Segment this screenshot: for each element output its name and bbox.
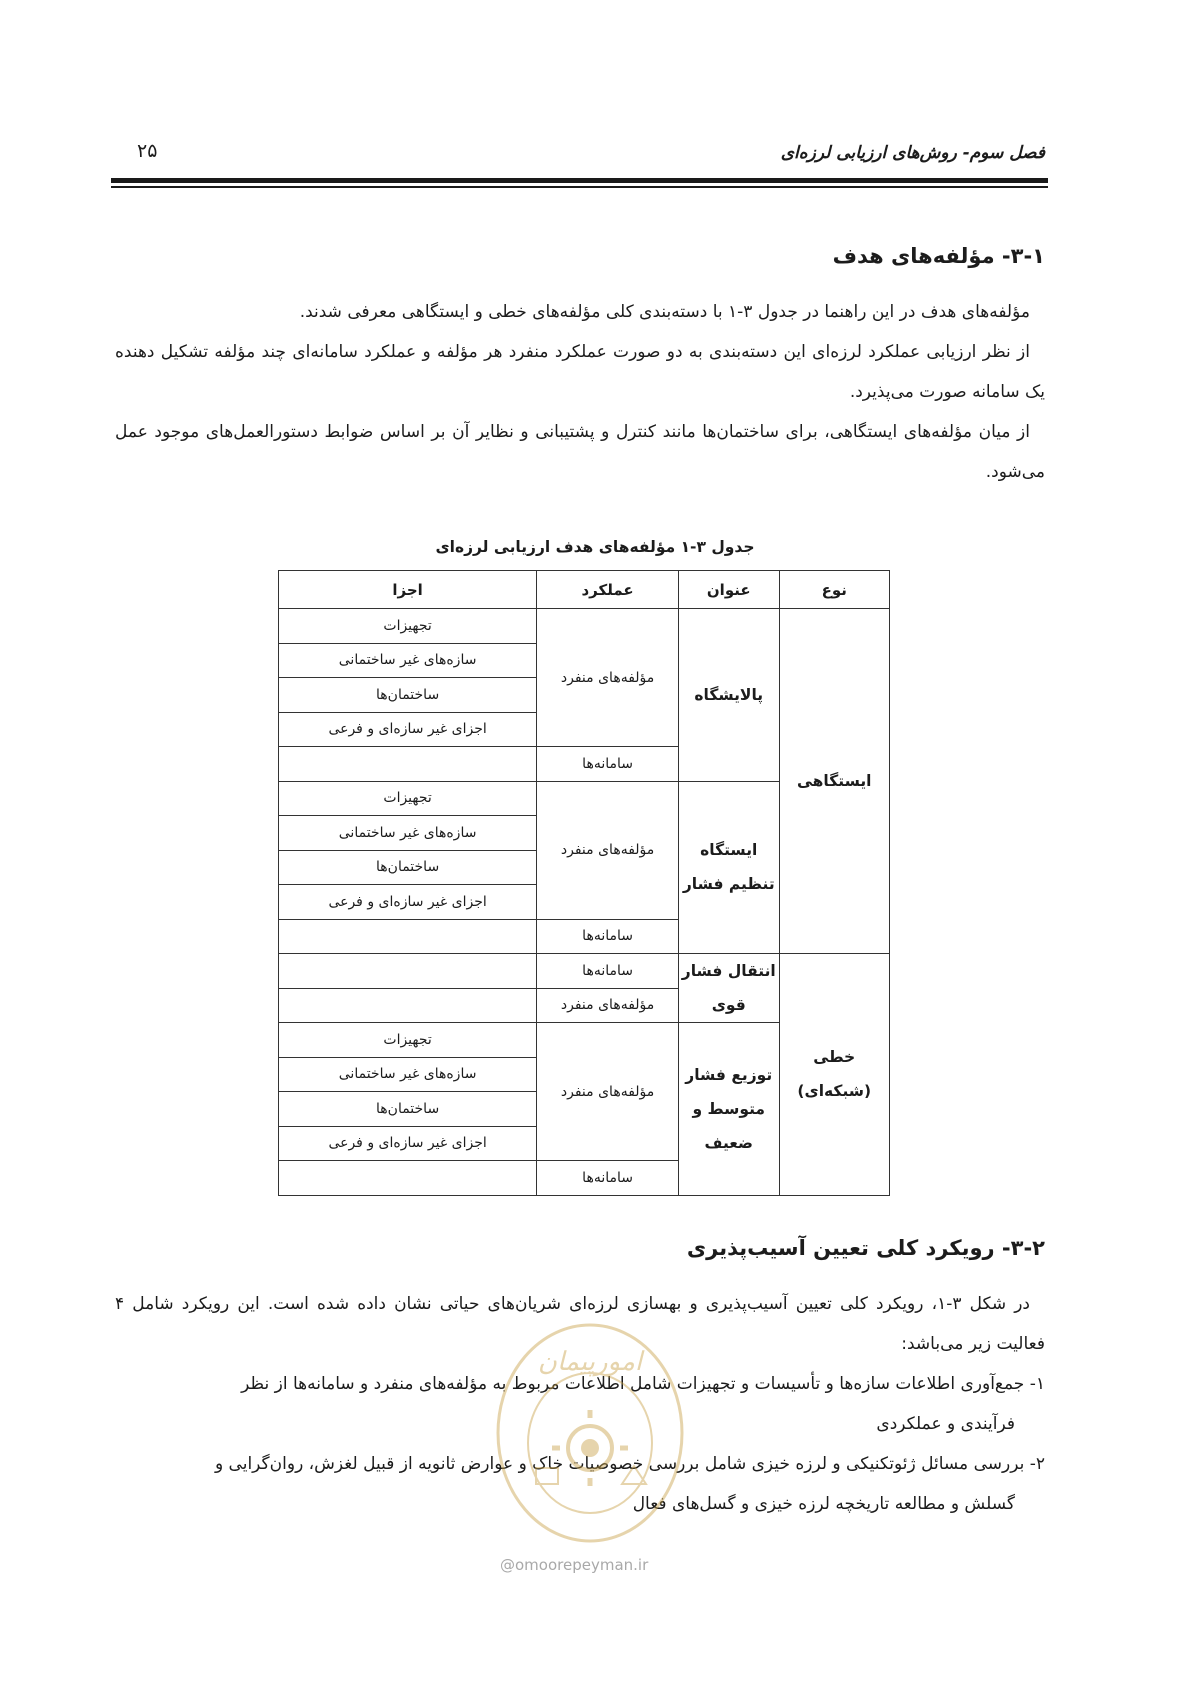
component-nonstructural: اجزای غیر سازه‌ای و فرعی <box>279 712 537 747</box>
header-rule-thick <box>111 178 1048 183</box>
component-non-building-structures: سازه‌های غیر ساختمانی <box>279 1057 537 1092</box>
section-heading-target-components: ۳-۱- مؤلفه‌های هدف <box>832 244 1045 268</box>
header-title: عنوان <box>678 571 779 609</box>
component-empty <box>279 747 537 782</box>
list-item-1-text-line2: فرآیندی و عملکردی <box>876 1414 1015 1434</box>
title-transmission-line2: قوی <box>711 996 746 1014</box>
function-systems: سامانه‌ها <box>537 1161 679 1196</box>
header-components: اجزا <box>279 571 537 609</box>
paragraph-2: از نظر ارزیابی عملکرد لرزه‌ای این دسته‌بندی به دو صورت عملکرد منفرد هر مؤلفه و عملکرد سامانه‌ای چند مؤلفه تشکیل دهنده یک سامانه صورت می‌پذیرد. <box>115 342 1045 402</box>
component-buildings: ساختمان‌ها <box>279 678 537 713</box>
list-item-1-text-line1: جمع‌آوری اطلاعات سازه‌ها و تأسیسات و تجهیزات شامل اطلاعات مربوط به مؤلفه‌های منفرد و سامانه‌ها از نظر <box>241 1374 1025 1394</box>
list-item-2-text-line2: گسلش و مطالعه تاریخچه لرزه خیزی و گسل‌های فعال <box>632 1494 1015 1514</box>
list-item-1-number: ۱- <box>1029 1374 1045 1394</box>
watermark-logo-text: امورپیمان <box>537 1347 643 1377</box>
section-heading-vulnerability-approach: ۳-۲- رویکرد کلی تعیین آسیب‌پذیری <box>686 1236 1045 1260</box>
title-distribution-line3: ضعیف <box>704 1133 753 1152</box>
header-type: نوع <box>779 571 889 609</box>
running-title: فصل سوم- روش‌های ارزیابی لرزه‌ای <box>780 143 1045 163</box>
at-icon: @ <box>500 1556 515 1574</box>
target-components-table <box>278 570 890 1196</box>
type-linear-line2: (شبکه‌ای) <box>797 1082 872 1101</box>
title-transmission-line1: انتقال فشار <box>681 962 776 980</box>
table-caption: جدول ۳-۱ مؤلفه‌های هدف ارزیابی لرزه‌ای <box>435 538 755 556</box>
component-empty <box>279 919 537 954</box>
title-distribution-line2: متوسط و <box>692 1099 765 1118</box>
component-equipment: تجهیزات <box>279 781 537 816</box>
header-function: عملکرد <box>537 571 679 609</box>
function-individual: مؤلفه‌های منفرد <box>537 781 679 919</box>
title-regulator-station <box>678 781 779 954</box>
title-transmission <box>678 954 779 1023</box>
list-item-2-number: ۲- <box>1029 1454 1045 1474</box>
type-linear-line1: خطی <box>813 1048 856 1067</box>
title-distribution <box>678 1023 779 1196</box>
table-row <box>279 609 890 644</box>
component-non-building-structures: سازه‌های غیر ساختمانی <box>279 643 537 678</box>
table-row <box>279 954 890 989</box>
paragraph-approach: در شکل ۳-۱، رویکرد کلی تعیین آسیب‌پذیری و بهسازی لرزه‌ای شریان‌های حیاتی نشان داده شده است. این رویکرد شامل ۴ فعالیت زیر می‌باشد: <box>115 1294 1045 1354</box>
function-systems: سامانه‌ها <box>537 919 679 954</box>
watermark-url <box>500 1556 648 1574</box>
title-regulator-line1: ایستگاه <box>700 841 758 860</box>
function-systems: سامانه‌ها <box>537 954 679 989</box>
component-nonstructural: اجزای غیر سازه‌ای و فرعی <box>279 1126 537 1161</box>
title-refinery: پالایشگاه <box>678 609 779 782</box>
function-individual: مؤلفه‌های منفرد <box>537 1023 679 1161</box>
table-header-row <box>279 571 890 609</box>
header-rule-thin <box>111 186 1048 188</box>
list-item-2-text-line1: بررسی مسائل ژئوتکنیکی و لرزه خیزی شامل بررسی خصوصیات خاک و عوارض ثانویه از قبیل لغزش، روان‌گرایی و <box>214 1454 1025 1474</box>
paragraph-3: از میان مؤلفه‌های ایستگاهی، برای ساختمان‌ها مانند کنترل و پشتیبانی و نظایر آن بر اساس ضوابط دستورالعمل‌های موجود عمل می‌شود. <box>115 422 1045 482</box>
watermark-logo <box>490 1318 690 1548</box>
page-number: ۲۵ <box>137 140 158 162</box>
component-equipment: تجهیزات <box>279 1023 537 1058</box>
component-nonstructural: اجزای غیر سازه‌ای و فرعی <box>279 885 537 920</box>
type-linear <box>779 954 889 1196</box>
function-individual: مؤلفه‌های منفرد <box>537 988 679 1023</box>
component-empty <box>279 954 537 989</box>
watermark-url-text: omoorepeyman.ir <box>515 1556 649 1574</box>
paragraph-1: مؤلفه‌های هدف در این راهنما در جدول ۳-۱ با دسته‌بندی کلی مؤلفه‌های خطی و ایستگاهی معرفی شدند. <box>299 302 1030 322</box>
component-buildings: ساختمان‌ها <box>279 1092 537 1127</box>
component-buildings: ساختمان‌ها <box>279 850 537 885</box>
title-distribution-line1: توزیع فشار <box>685 1065 773 1084</box>
component-non-building-structures: سازه‌های غیر ساختمانی <box>279 816 537 851</box>
title-regulator-line2: تنظیم فشار <box>682 875 775 894</box>
component-equipment: تجهیزات <box>279 609 537 644</box>
function-systems: سامانه‌ها <box>537 747 679 782</box>
component-empty <box>279 1161 537 1196</box>
type-station: ایستگاهی <box>779 609 889 954</box>
component-empty <box>279 988 537 1023</box>
function-individual: مؤلفه‌های منفرد <box>537 609 679 747</box>
